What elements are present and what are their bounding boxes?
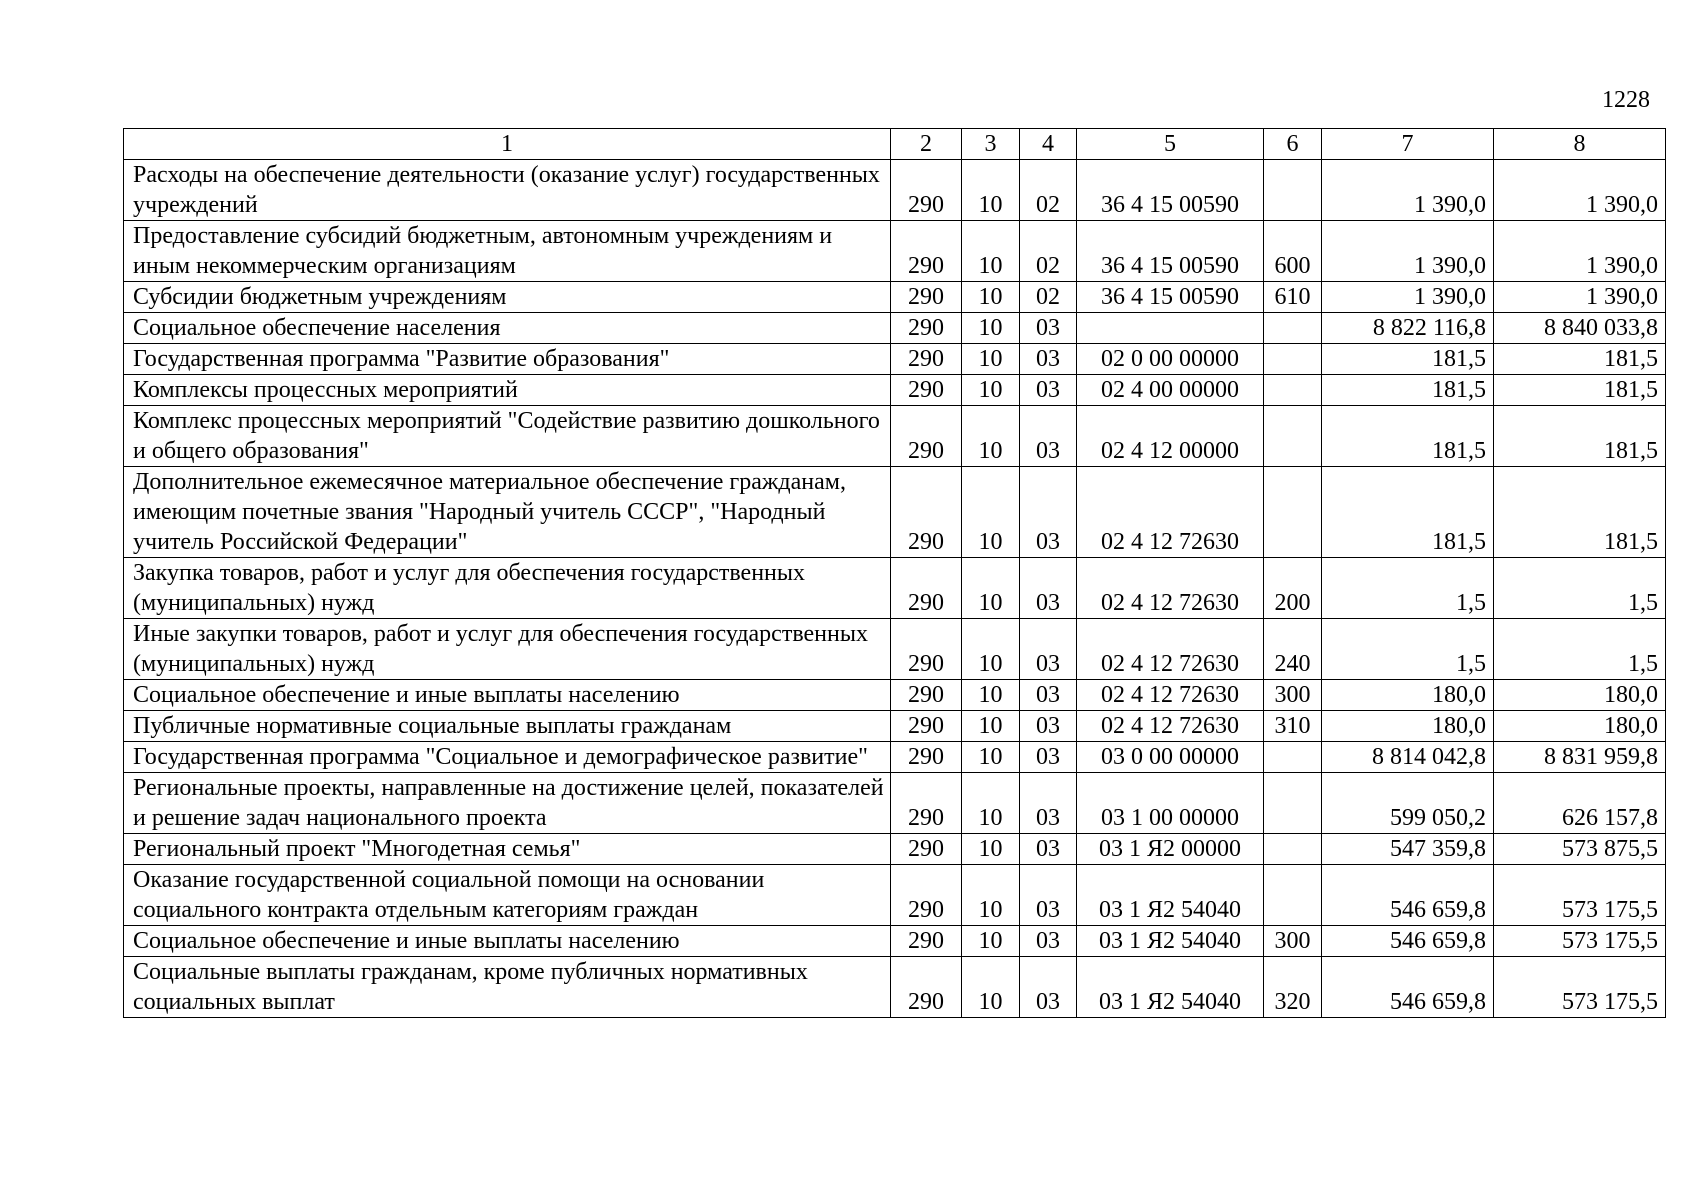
row-name-cell: Социальные выплаты гражданам, кроме публичных нормативных социальных выплат — [124, 957, 891, 1018]
section-code-cell: 10 — [962, 926, 1020, 957]
amount-col8-cell: 1 390,0 — [1494, 282, 1666, 313]
subsection-code-cell: 03 — [1020, 467, 1077, 558]
table-row — [124, 344, 1666, 375]
section-code-cell: 10 — [962, 957, 1020, 1018]
amount-col8-cell: 8 831 959,8 — [1494, 742, 1666, 773]
expense-type-cell — [1264, 467, 1322, 558]
row-name-cell: Субсидии бюджетным учреждениям — [124, 282, 891, 313]
row-name-cell: Закупка товаров, работ и услуг для обеспечения государственных (муниципальных) нужд — [124, 558, 891, 619]
table-row — [124, 406, 1666, 467]
column-header-8: 8 — [1494, 129, 1666, 160]
section-code-cell: 10 — [962, 619, 1020, 680]
subsection-code-cell: 02 — [1020, 160, 1077, 221]
amount-col8-cell: 573 175,5 — [1494, 957, 1666, 1018]
target-article-cell: 03 1 Я2 54040 — [1077, 926, 1264, 957]
row-name-cell: Иные закупки товаров, работ и услуг для обеспечения государственных (муниципальных) нужд — [124, 619, 891, 680]
amount-col7-cell: 180,0 — [1322, 680, 1494, 711]
expense-type-cell — [1264, 834, 1322, 865]
expense-type-cell — [1264, 344, 1322, 375]
chapter-code-cell: 290 — [891, 680, 962, 711]
expense-type-cell — [1264, 313, 1322, 344]
section-code-cell: 10 — [962, 834, 1020, 865]
table-row — [124, 926, 1666, 957]
expense-type-cell: 240 — [1264, 619, 1322, 680]
target-article-cell: 02 4 12 72630 — [1077, 711, 1264, 742]
expense-type-cell — [1264, 773, 1322, 834]
chapter-code-cell: 290 — [891, 406, 962, 467]
table-row — [124, 619, 1666, 680]
row-name-cell: Дополнительное ежемесячное материальное обеспечение гражданам, имеющим почетные звания "Народный учитель СССР", "Народный учитель Российской Федерации" — [124, 467, 891, 558]
target-article-cell: 36 4 15 00590 — [1077, 282, 1264, 313]
section-code-cell: 10 — [962, 221, 1020, 282]
amount-col8-cell: 181,5 — [1494, 375, 1666, 406]
amount-col7-cell: 180,0 — [1322, 711, 1494, 742]
expense-type-cell: 310 — [1264, 711, 1322, 742]
table-row — [124, 711, 1666, 742]
amount-col8-cell: 181,5 — [1494, 344, 1666, 375]
section-code-cell: 10 — [962, 406, 1020, 467]
table-row — [124, 160, 1666, 221]
chapter-code-cell: 290 — [891, 865, 962, 926]
row-name-cell: Комплексы процессных мероприятий — [124, 375, 891, 406]
chapter-code-cell: 290 — [891, 221, 962, 282]
section-code-cell: 10 — [962, 680, 1020, 711]
section-code-cell: 10 — [962, 742, 1020, 773]
expense-type-cell: 610 — [1264, 282, 1322, 313]
amount-col7-cell: 181,5 — [1322, 375, 1494, 406]
amount-col7-cell: 546 659,8 — [1322, 957, 1494, 1018]
expense-type-cell — [1264, 160, 1322, 221]
amount-col8-cell: 573 175,5 — [1494, 926, 1666, 957]
row-name-cell: Социальное обеспечение населения — [124, 313, 891, 344]
row-name-cell: Расходы на обеспечение деятельности (оказание услуг) государственных учреждений — [124, 160, 891, 221]
subsection-code-cell: 03 — [1020, 926, 1077, 957]
table-row — [124, 467, 1666, 558]
amount-col7-cell: 546 659,8 — [1322, 865, 1494, 926]
amount-col8-cell: 626 157,8 — [1494, 773, 1666, 834]
chapter-code-cell: 290 — [891, 834, 962, 865]
chapter-code-cell: 290 — [891, 619, 962, 680]
amount-col7-cell: 181,5 — [1322, 406, 1494, 467]
target-article-cell: 03 1 Я2 00000 — [1077, 834, 1264, 865]
table-row — [124, 865, 1666, 926]
table-row — [124, 375, 1666, 406]
amount-col7-cell: 8 822 116,8 — [1322, 313, 1494, 344]
amount-col8-cell: 181,5 — [1494, 467, 1666, 558]
amount-col7-cell: 1 390,0 — [1322, 282, 1494, 313]
subsection-code-cell: 03 — [1020, 313, 1077, 344]
amount-col7-cell: 1 390,0 — [1322, 160, 1494, 221]
amount-col8-cell: 1,5 — [1494, 558, 1666, 619]
target-article-cell: 02 4 12 72630 — [1077, 467, 1264, 558]
section-code-cell: 10 — [962, 467, 1020, 558]
subsection-code-cell: 03 — [1020, 406, 1077, 467]
expense-type-cell: 600 — [1264, 221, 1322, 282]
chapter-code-cell: 290 — [891, 558, 962, 619]
table-row — [124, 773, 1666, 834]
amount-col8-cell: 180,0 — [1494, 680, 1666, 711]
row-name-cell: Комплекс процессных мероприятий "Содействие развитию дошкольного и общего образования" — [124, 406, 891, 467]
chapter-code-cell: 290 — [891, 467, 962, 558]
row-name-cell: Публичные нормативные социальные выплаты гражданам — [124, 711, 891, 742]
amount-col8-cell: 573 875,5 — [1494, 834, 1666, 865]
subsection-code-cell: 03 — [1020, 375, 1077, 406]
target-article-cell: 02 4 12 72630 — [1077, 619, 1264, 680]
target-article-cell — [1077, 313, 1264, 344]
amount-col7-cell: 1,5 — [1322, 558, 1494, 619]
column-header-6: 6 — [1264, 129, 1322, 160]
section-code-cell: 10 — [962, 865, 1020, 926]
target-article-cell: 02 4 12 72630 — [1077, 558, 1264, 619]
expense-type-cell: 200 — [1264, 558, 1322, 619]
expense-type-cell — [1264, 865, 1322, 926]
target-article-cell: 36 4 15 00590 — [1077, 160, 1264, 221]
table-row — [124, 957, 1666, 1018]
amount-col7-cell: 181,5 — [1322, 467, 1494, 558]
target-article-cell: 03 1 Я2 54040 — [1077, 957, 1264, 1018]
expense-type-cell — [1264, 406, 1322, 467]
budget-table — [123, 128, 1666, 1018]
chapter-code-cell: 290 — [891, 957, 962, 1018]
table-row — [124, 558, 1666, 619]
subsection-code-cell: 03 — [1020, 680, 1077, 711]
amount-col7-cell: 1,5 — [1322, 619, 1494, 680]
chapter-code-cell: 290 — [891, 926, 962, 957]
target-article-cell: 02 4 12 72630 — [1077, 680, 1264, 711]
subsection-code-cell: 03 — [1020, 558, 1077, 619]
table-body — [124, 160, 1666, 1018]
amount-col8-cell: 180,0 — [1494, 711, 1666, 742]
column-header-1: 1 — [124, 129, 891, 160]
row-name-cell: Оказание государственной социальной помощи на основании социального контракта отдельным категориям граждан — [124, 865, 891, 926]
section-code-cell: 10 — [962, 711, 1020, 742]
target-article-cell: 02 4 12 00000 — [1077, 406, 1264, 467]
table-row — [124, 282, 1666, 313]
column-header-3: 3 — [962, 129, 1020, 160]
expense-type-cell: 320 — [1264, 957, 1322, 1018]
target-article-cell: 36 4 15 00590 — [1077, 221, 1264, 282]
section-code-cell: 10 — [962, 375, 1020, 406]
amount-col8-cell: 181,5 — [1494, 406, 1666, 467]
target-article-cell: 03 1 00 00000 — [1077, 773, 1264, 834]
expense-type-cell — [1264, 742, 1322, 773]
table-row — [124, 834, 1666, 865]
subsection-code-cell: 02 — [1020, 282, 1077, 313]
column-header-5: 5 — [1077, 129, 1264, 160]
expense-type-cell — [1264, 375, 1322, 406]
row-name-cell: Государственная программа "Развитие образования" — [124, 344, 891, 375]
section-code-cell: 10 — [962, 282, 1020, 313]
page-number: 1228 — [1602, 87, 1650, 113]
chapter-code-cell: 290 — [891, 742, 962, 773]
target-article-cell: 03 0 00 00000 — [1077, 742, 1264, 773]
subsection-code-cell: 03 — [1020, 865, 1077, 926]
subsection-code-cell: 03 — [1020, 957, 1077, 1018]
expense-type-cell: 300 — [1264, 926, 1322, 957]
row-name-cell: Государственная программа "Социальное и демографическое развитие" — [124, 742, 891, 773]
row-name-cell: Социальное обеспечение и иные выплаты населению — [124, 680, 891, 711]
amount-col8-cell: 1,5 — [1494, 619, 1666, 680]
column-header-2: 2 — [891, 129, 962, 160]
amount-col7-cell: 181,5 — [1322, 344, 1494, 375]
subsection-code-cell: 03 — [1020, 834, 1077, 865]
table-row — [124, 313, 1666, 344]
amount-col8-cell: 1 390,0 — [1494, 221, 1666, 282]
section-code-cell: 10 — [962, 344, 1020, 375]
table-row — [124, 742, 1666, 773]
row-name-cell: Региональные проекты, направленные на достижение целей, показателей и решение задач национального проекта — [124, 773, 891, 834]
section-code-cell: 10 — [962, 558, 1020, 619]
row-name-cell: Предоставление субсидий бюджетным, автономным учреждениям и иным некоммерческим организациям — [124, 221, 891, 282]
table-row — [124, 680, 1666, 711]
amount-col7-cell: 1 390,0 — [1322, 221, 1494, 282]
subsection-code-cell: 03 — [1020, 742, 1077, 773]
column-header-7: 7 — [1322, 129, 1494, 160]
chapter-code-cell: 290 — [891, 313, 962, 344]
chapter-code-cell: 290 — [891, 773, 962, 834]
subsection-code-cell: 03 — [1020, 711, 1077, 742]
subsection-code-cell: 03 — [1020, 344, 1077, 375]
amount-col7-cell: 8 814 042,8 — [1322, 742, 1494, 773]
header-row — [124, 129, 1666, 160]
chapter-code-cell: 290 — [891, 375, 962, 406]
subsection-code-cell: 03 — [1020, 773, 1077, 834]
expense-type-cell: 300 — [1264, 680, 1322, 711]
section-code-cell: 10 — [962, 773, 1020, 834]
target-article-cell: 02 0 00 00000 — [1077, 344, 1264, 375]
target-article-cell: 03 1 Я2 54040 — [1077, 865, 1264, 926]
amount-col7-cell: 547 359,8 — [1322, 834, 1494, 865]
amount-col7-cell: 599 050,2 — [1322, 773, 1494, 834]
amount-col8-cell: 8 840 033,8 — [1494, 313, 1666, 344]
target-article-cell: 02 4 00 00000 — [1077, 375, 1264, 406]
amount-col8-cell: 1 390,0 — [1494, 160, 1666, 221]
subsection-code-cell: 02 — [1020, 221, 1077, 282]
row-name-cell: Социальное обеспечение и иные выплаты населению — [124, 926, 891, 957]
chapter-code-cell: 290 — [891, 282, 962, 313]
chapter-code-cell: 290 — [891, 344, 962, 375]
table-row — [124, 221, 1666, 282]
column-header-4: 4 — [1020, 129, 1077, 160]
section-code-cell: 10 — [962, 313, 1020, 344]
chapter-code-cell: 290 — [891, 711, 962, 742]
subsection-code-cell: 03 — [1020, 619, 1077, 680]
section-code-cell: 10 — [962, 160, 1020, 221]
chapter-code-cell: 290 — [891, 160, 962, 221]
row-name-cell: Региональный проект "Многодетная семья" — [124, 834, 891, 865]
amount-col8-cell: 573 175,5 — [1494, 865, 1666, 926]
amount-col7-cell: 546 659,8 — [1322, 926, 1494, 957]
